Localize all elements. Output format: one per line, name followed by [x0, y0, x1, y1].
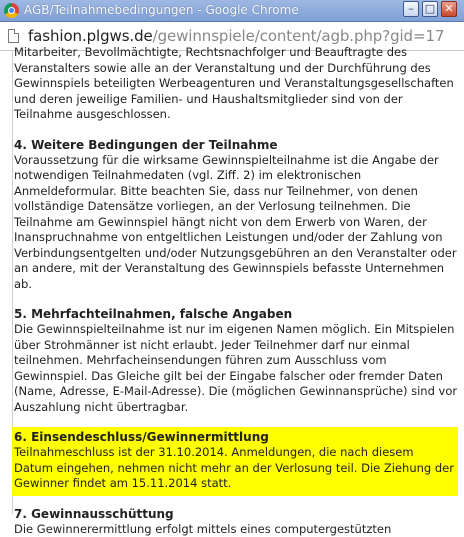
window-titlebar	[0, 0, 464, 22]
section-7-heading: 7. Gewinnausschüttung	[14, 506, 458, 522]
page-icon	[8, 29, 19, 43]
section-4-heading: 4. Weitere Bedingungen der Teilnahme	[14, 137, 458, 153]
section-7-text: Die Gewinnerermittlung erfolgt mittels eines computergestützten	[14, 522, 458, 537]
window-title: AGB/Teilnahmebedingungen - Google Chrome	[24, 3, 299, 17]
url-path: /gewinnspiele/content/agb.php?gid=17	[153, 27, 445, 45]
section-5-heading: 5. Mehrfachteilnahmen, falsche Angaben	[14, 306, 458, 322]
section-gap	[14, 123, 458, 137]
section-6-heading: 6. Einsendeschluss/Gewinnermittlung	[14, 429, 456, 445]
maximize-button[interactable]: □	[422, 1, 438, 17]
left-frame	[0, 51, 12, 514]
url-host: fashion.plgws.de	[28, 27, 153, 45]
section-5-text: Die Gewinnspielteilnahme ist nur im eigenen Namen möglich. Ein Mitspielen über Strohmänner ist nicht erlaubt. Jeder Teilnehmer darf nur einmal teilnehmen. Mehrfacheinsendungen führen zum Ausschluss vom Gewinnspiel. Das Gleiche gilt bei der Eingabe falscher oder fremder Daten (Name, Adresse, E-Mail-Adresse). Die (möglichen Gewinnansprüche) sind vor Auszahlung nicht übertragbar.	[14, 322, 458, 415]
section-gap	[14, 415, 458, 427]
section-4	[14, 137, 458, 293]
section-6-text: Teilnahmeschluss ist der 31.10.2014. Anmeldungen, die nach diesem Datum eingehen, nehmen nicht mehr an der Verlosung teil. Die Ziehung der Gewinner findet am 15.11.2014 statt.	[14, 445, 456, 492]
section-4-text: Voraussetzung für die wirksame Gewinnspielteilnahme ist die Angabe der notwendigen Teilnahmedaten (vgl. Ziff. 2) im elektronischen Anmeldeformular. Bitte beachten Sie, dass nur Teilnehmer, von denen vollständige Datensätze vorliegen, an der Verlosung teilnehmen. Die Teilnahme am Gewinnspiel hängt nicht von dem Erwerb von Waren, der Inanspruchnahme von entgeltlichen Leistungen und/oder der Zahlung von Verbindungsentgelten und/oder Nutzungsgebühren an den Veranstalter oder an andere, mit der Veranstaltung des Gewinnspiels befasste Unternehmen ab.	[14, 153, 458, 293]
close-button[interactable]: ✕	[441, 1, 457, 17]
url-text[interactable]	[28, 27, 444, 45]
section-gap	[14, 496, 458, 506]
section-gap	[14, 292, 458, 306]
terms-text	[14, 45, 458, 537]
section-5	[14, 306, 458, 415]
page-content	[12, 51, 460, 514]
section-7	[14, 506, 458, 537]
chrome-icon	[4, 3, 19, 18]
section-6-highlighted	[12, 427, 458, 496]
minimize-button[interactable]: –	[403, 1, 419, 17]
intro-paragraph: Mitarbeiter, Bevollmächtigte, Rechtsnachfolger und Beauftragte des Veranstalters sowie alle an der Veranstaltung und der Durchführung des Gewinnspiels beteiligten Werbeagenturen und Veranstaltungsgesellschaften und deren jeweilige Familien- und Haushaltsmitglieder sind von der Teilnahme ausgeschlossen.	[14, 45, 458, 123]
